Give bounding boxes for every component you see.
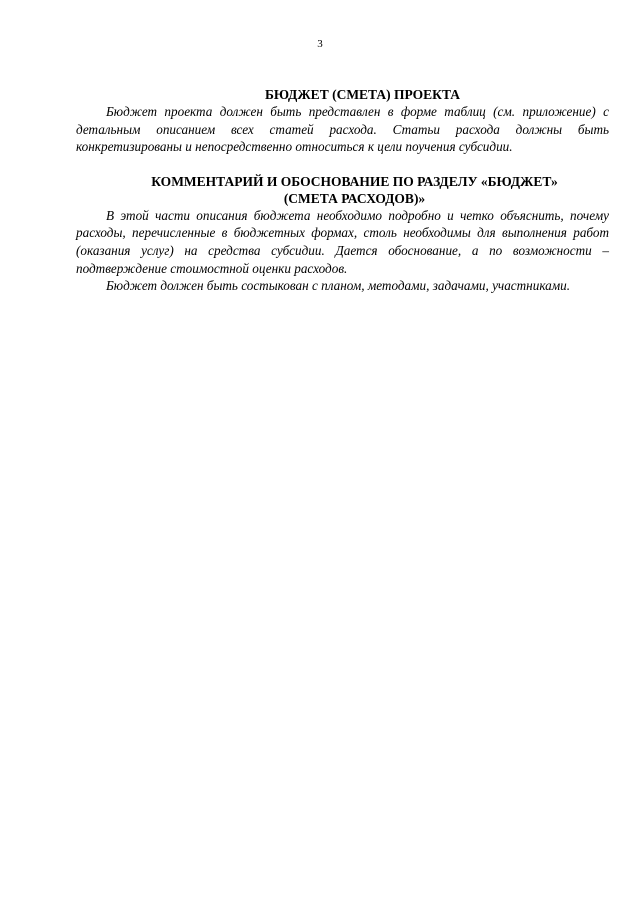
page-number: 3 <box>317 38 323 50</box>
budget-section-paragraph: Бюджет проекта должен быть представлен в форме таблиц (см. приложение) с детальным описанием всех статей расхода. Статьи расхода должны быть конкретизированы и непосредственно относиться к цели поучения субсидии. <box>76 104 609 155</box>
budget-section-title: БЮДЖЕТ (СМЕТА) ПРОЕКТА <box>264 87 461 102</box>
budget-comment-title-line-2: (СМЕТА РАСХОДОВ)» <box>283 190 426 206</box>
budget-comment-paragraph-2: Бюджет должен быть состыкован с планом, методами, задачами, участниками. <box>106 278 571 294</box>
budget-comment-paragraph-1: В этой части описания бюджета необходимо подробно и четко объяснить, почему расходы, перечисленные в бюджетных формах, столь необходимы для выполнения работ (оказания услуг) на средства субсидии. Дается обоснование, а по возможности – подтверждение стоимостной оценки расходов. <box>76 207 609 276</box>
page-content <box>76 86 609 295</box>
budget-comment-title <box>76 173 609 207</box>
budget-comment-section <box>76 173 609 295</box>
budget-section <box>76 86 609 156</box>
budget-comment-title-line-1: КОММЕНТАРИЙ И ОБОСНОВАНИЕ ПО РАЗДЕЛУ «БЮДЖЕТ» <box>151 173 558 189</box>
